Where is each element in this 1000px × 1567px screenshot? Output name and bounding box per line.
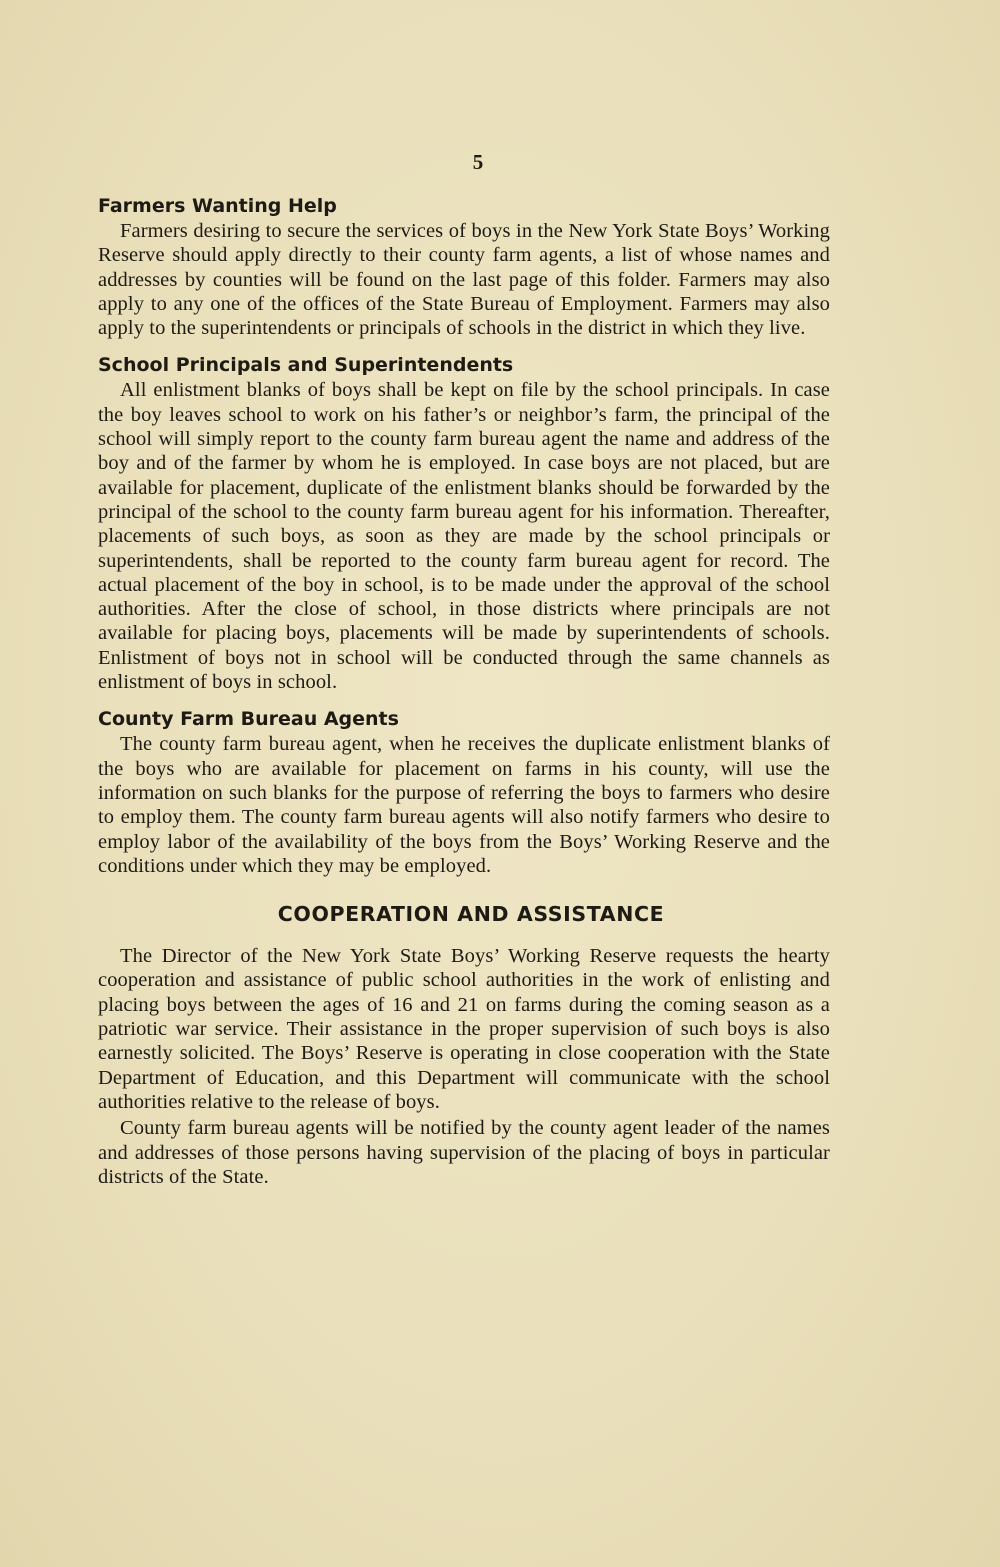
section-school-principals — [98, 352, 830, 694]
section-farmers-wanting-help — [98, 193, 830, 340]
section-heading: Farmers Wanting Help — [98, 195, 337, 217]
page-number: 5 — [472, 150, 484, 174]
major-heading: COOPERATION AND ASSISTANCE — [277, 902, 665, 927]
section-paragraph: The county farm bureau agent, when he receives the duplicate enlistment blanks of the boys who are available for placement on farms in his county, will use the information on such blanks for the purpose of referring the boys to farmers who desire to employ them. The county farm bureau agents will also notify farmers who desire to employ labor of the availability of the boys from the Boys’ Working Reserve and the conditions under which they may be employed. — [98, 733, 830, 877]
section-paragraph: All enlistment blanks of boys shall be kept on file by the school principals. In case the boy leaves school to work on his father’s or neighbor’s farm, the principal of the school will simply report to the county farm bureau agent the name and address of the boy and of the farmer by whom he is employed. In case boys are not placed, but are available for placement, duplicate of the enlistment blanks should be forwarded by the principal of the school to the county farm bureau agent for his information. Thereafter, placements of such boys, as soon as they are made by the school principals or superintendents, shall be reported to the county farm bureau agent for record. The actual placement of the boy in school, is to be made under the approval of the school authorities. After the close of school, in those districts where principals are not available for placing boys, placements will be made by superintendents of schools. Enlistment of boys not in school will be conducted through the same channels as enlistment of boys in school. — [98, 379, 830, 694]
section-cooperation — [98, 902, 830, 1189]
document-page — [98, 150, 830, 1201]
section-county-farm-bureau-agents — [98, 706, 830, 878]
cooperation-paragraph: County farm bureau agents will be notified by the county agent leader of the names and addresses of those persons having supervision of the placing of boys in particular districts of the State. — [98, 1117, 830, 1188]
section-heading: County Farm Bureau Agents — [98, 708, 399, 731]
section-heading: School Principals and Superintendents — [98, 354, 514, 377]
cooperation-paragraph: The Director of the New York State Boys’ Working Reserve requests the hearty cooperation and assistance of public school authorities in the work of enlisting and placing boys between the ages of 16 and 21 on farms during the coming season as a patriotic war service. Their assistance in the proper supervision of such boys is also earnestly solicited. The Boys’ Reserve is operating in close cooperation with the State Department of Education, and this Department will communicate with the school authorities relative to the release of boys. — [98, 945, 830, 1113]
section-paragraph: Farmers desiring to secure the services of boys in the New York State Boys’ Working Reserve should apply directly to their county farm agents, a list of whose names and addresses by counties will be found on the last page of this folder. Farmers may also apply to any one of the offices of the State Bureau of Employment. Farmers may also apply to the superintendents or principals of schools in the district in which they live. — [98, 220, 830, 340]
